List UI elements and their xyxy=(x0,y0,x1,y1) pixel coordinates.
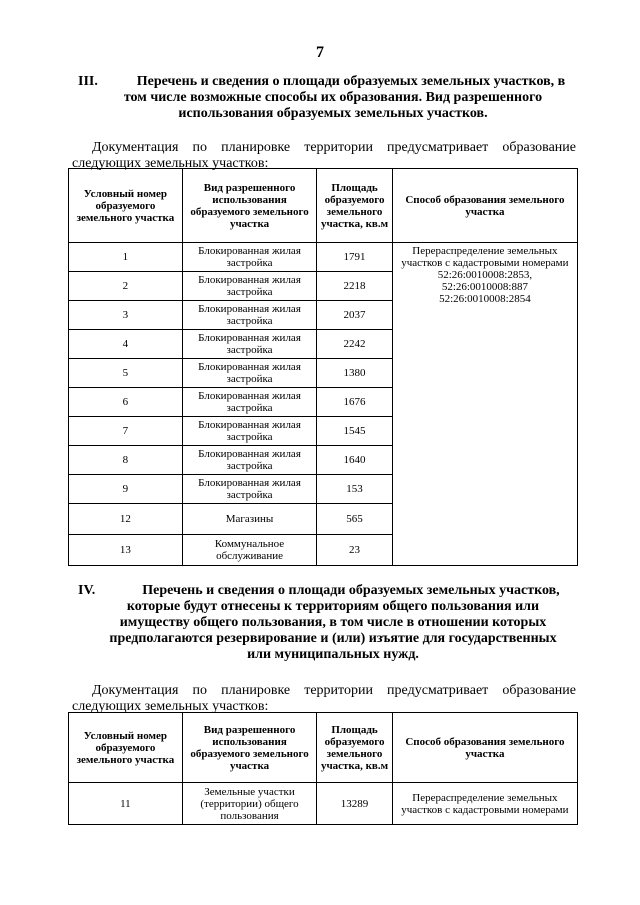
section-3-number: III. xyxy=(78,74,98,89)
cell-area: 1640 xyxy=(317,446,393,475)
cell-method: Перераспределение земельных участков с кадастровыми номерами 52:26:0010008:2853, 52:26:0010008:887 52:26:0010008:2854 xyxy=(392,243,577,566)
cell-use: Блокированная жилая застройка xyxy=(182,446,316,475)
cell-area: 23 xyxy=(317,535,393,566)
section-4-intro-line-2: следующих земельных участков: xyxy=(72,699,269,714)
cell-area: 2037 xyxy=(317,301,393,330)
cell-use: Блокированная жилая застройка xyxy=(182,417,316,446)
section-4-table xyxy=(68,712,578,825)
header-method: Способ образования земельного участка xyxy=(392,169,577,243)
header-area: Площадь образуемого земельного участка, кв.м xyxy=(317,713,393,783)
section-4-line-5: или муниципальных нужд. xyxy=(247,647,419,662)
cell-area: 1676 xyxy=(317,388,393,417)
cell-number: 2 xyxy=(69,272,183,301)
cell-number: 3 xyxy=(69,301,183,330)
cell-number: 4 xyxy=(69,330,183,359)
section-3-line-2: том числе возможные способы их образования. Вид разрешенного xyxy=(123,90,543,105)
cell-use: Земельные участки (территории) общего пользования xyxy=(182,783,316,825)
header-area: Площадь образуемого земельного участка, кв.м xyxy=(317,169,393,243)
header-use: Вид разрешенного использования образуемого земельного участка xyxy=(182,713,316,783)
cell-use: Блокированная жилая застройка xyxy=(182,272,316,301)
section-4-line-3: имуществу общего пользования, в том числе в отношении которых xyxy=(119,615,547,630)
section-3-intro-line-2: следующих земельных участков: xyxy=(72,156,269,171)
section-3-table xyxy=(68,168,578,566)
cell-use: Блокированная жилая застройка xyxy=(182,359,316,388)
table-header-row xyxy=(69,169,578,243)
cell-use: Блокированная жилая застройка xyxy=(182,388,316,417)
table-row xyxy=(69,243,578,272)
page-number: 7 xyxy=(316,44,324,61)
section-4-line-2: которые будут отнесены к территориям общего пользования или xyxy=(126,599,540,614)
header-use: Вид разрешенного использования образуемого земельного участка xyxy=(182,169,316,243)
cell-use: Блокированная жилая застройка xyxy=(182,330,316,359)
table-row xyxy=(69,783,578,825)
cell-use: Магазины xyxy=(182,504,316,535)
cell-area: 1545 xyxy=(317,417,393,446)
section-3-line-1: Перечень и сведения о площади образуемых земельных участков, в xyxy=(136,74,566,89)
section-3-line-3: использования образуемых земельных участков. xyxy=(178,106,488,121)
section-4-intro xyxy=(72,683,576,715)
cell-method: Перераспределение земельных участков с кадастровыми номерами xyxy=(392,783,577,825)
cell-number: 8 xyxy=(69,446,183,475)
section-3-heading xyxy=(78,74,588,122)
cell-area: 1380 xyxy=(317,359,393,388)
header-number: Условный номер образуемого земельного участка xyxy=(69,713,183,783)
section-4-line-4: предполагаются резервирование и (или) изъятие для государственных xyxy=(109,631,557,646)
cell-number: 1 xyxy=(69,243,183,272)
section-4-intro-line-1: Документация по планировке территории предусматривает образование xyxy=(92,683,576,698)
cell-use: Блокированная жилая застройка xyxy=(182,475,316,504)
cell-use: Коммунальное обслуживание xyxy=(182,535,316,566)
section-3-intro-line-1: Документация по планировке территории предусматривает образование xyxy=(92,140,576,155)
cell-number: 7 xyxy=(69,417,183,446)
cell-number: 9 xyxy=(69,475,183,504)
cell-number: 12 xyxy=(69,504,183,535)
cell-area: 13289 xyxy=(317,783,393,825)
cell-area: 565 xyxy=(317,504,393,535)
cell-area: 1791 xyxy=(317,243,393,272)
cell-use: Блокированная жилая застройка xyxy=(182,243,316,272)
cell-number: 11 xyxy=(69,783,183,825)
cell-area: 2218 xyxy=(317,272,393,301)
cell-use: Блокированная жилая застройка xyxy=(182,301,316,330)
cell-number: 13 xyxy=(69,535,183,566)
section-4-line-1: Перечень и сведения о площади образуемых земельных участков, xyxy=(142,583,560,598)
table-header-row xyxy=(69,713,578,783)
cell-area: 2242 xyxy=(317,330,393,359)
header-number: Условный номер образуемого земельного участка xyxy=(69,169,183,243)
section-4-number: IV. xyxy=(78,583,96,598)
cell-number: 5 xyxy=(69,359,183,388)
cell-number: 6 xyxy=(69,388,183,417)
section-4-heading xyxy=(78,583,588,663)
header-method: Способ образования земельного участка xyxy=(392,713,577,783)
cell-area: 153 xyxy=(317,475,393,504)
